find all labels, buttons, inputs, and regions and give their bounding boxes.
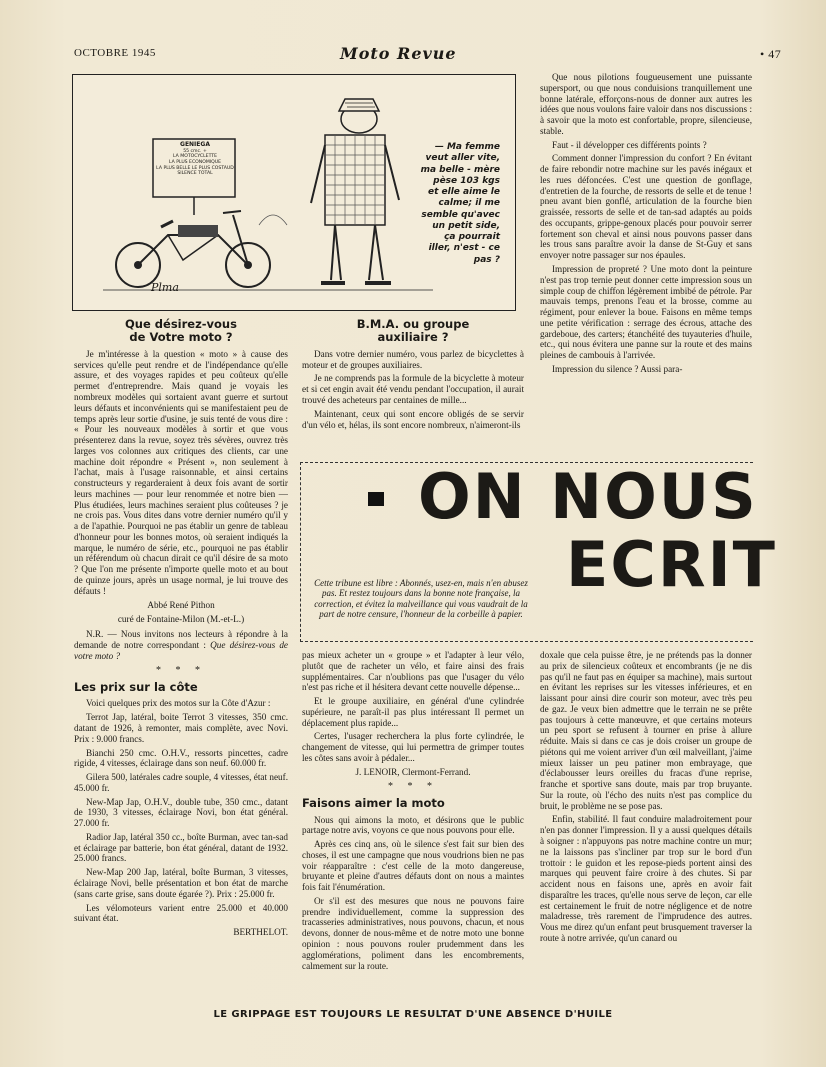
article-paragraph: Que nous pilotions fougueusement une puissante supersport, ou que nous conduisions tranquillement une bonne latérale, efforçons-nous de donner aux autres les idées que nous voulons faire valoir dans nos discussions : à savoir que la moto est confortable, propre, silencieuse, stable. <box>540 72 752 136</box>
article-paragraph: Or s'il est des mesures que nous ne pouvons faire prendre individuellement, comme la suppression des tracasseries administratives, nous pouvons, chacun, et nous devons, donner de nous-même et de notre moto une bonne opinion : nous pouvons rouler prudemment dans les agglomérations, poliment dans les encombrements, calmement sur la route. <box>302 895 524 971</box>
article-paragraph: Faut - il développer ces différents points ? <box>552 139 707 150</box>
price-item: Gilera 500, latérales cadre souple, 4 vitesses, état neuf. 45.000 fr. <box>74 772 288 793</box>
column-right-top <box>540 72 752 378</box>
square-bullet-icon <box>368 492 384 506</box>
banner-title-line2: ECRIT <box>566 528 777 601</box>
article-title <box>74 318 288 345</box>
author-signature: Abbé René Pithon <box>147 599 215 610</box>
column-left <box>74 318 288 942</box>
article-paragraph: Maintenant, ceux qui sont encore obligés de se servir d'un vélo et, hélas, ils sont encore nombreux, n'aimeront-ils <box>302 408 524 430</box>
article-title: Faisons aimer la moto <box>302 796 445 811</box>
banner-intro: Cette tribune est libre : Abonnés, usez-en, mais n'en abusez pas. Et restez toujours dans la bonne note française, la correction, et évitez la malveillance qui vous vaudrait de la part de notre censure, l'honneur de la corbeille à papier. <box>314 578 528 620</box>
article-paragraph: Impression de propreté ? Une moto dont la peinture n'est pas trop ternie peut donner cette impression sous un simple coup de chiffon légèrement imbibé de pétrole. Par mauvais temps, prenons l'eau et la brosse, comme au régiment, pour enlever la boue. Faisons en même temps une petite vérification : serrage des écrous, attache des gardeboue, des carters; étanchéité des tuyauteries d'huile, etc., qui nous évitera une panne sur la route et des mains pleines de cambouis à l'arrivée. <box>540 264 752 361</box>
note-question: Que désirez-vous de votre moto ? <box>74 639 289 661</box>
article-paragraph: pas mieux acheter un « groupe » et l'adapter à leur vélo, plutôt que de racheter un vélo, et faire ainsi des frais supplémentaires. Car n'oublions pas que l'usager du vélo n'est pas riche et il hésitera devant cette nouvelle dépense... <box>302 650 524 693</box>
footer-slogan: LE GRIPPAGE EST TOUJOURS LE RESULTAT D'UNE ABSENCE D'HUILE <box>213 1009 613 1020</box>
separator: * * * <box>388 781 438 793</box>
author-location: curé de Fontaine-Milon (M.-et-L.) <box>117 614 245 625</box>
column-right-bottom <box>540 650 752 947</box>
placard-line: LA PLUS BELLE LE PLUS COSTAUD <box>156 165 234 171</box>
article-paragraph: Et le groupe auxiliaire, en général d'une cylindrée supérieure, ne paraît-il pas plus intéressant Il permet un déplacement plus rapide... <box>302 696 524 728</box>
article-paragraph: Comment donner l'impression du confort ? En évitant de faire rebondir notre machine sur les pavés inégaux et les rues défoncées. C'est une question de gonflage, d'entretien de la fourche, de ressorts de selle et de tenue ! pneu avant bien gonflé, articulation de la fourche bien graissée, ressorts de selle et de tan-sad adaptés au poids des occupants, grippe-genoux placés pour pouvoir serrer fortement son cheval et ainsi nous pouvons passer dans les trous sans paraître avoir la danse de St-Guy et sans envoyer notre passager sur nos épaules. <box>540 153 752 261</box>
author-signature: J. LENOIR, Clermont-Ferrand. <box>355 766 471 777</box>
placard-line: LA PLUS ECONOMIQUE <box>168 159 222 165</box>
page-number: • 47 <box>760 47 782 61</box>
article-title <box>302 318 524 345</box>
column-middle-bottom <box>302 650 524 974</box>
title-line: B.M.A. ou groupe <box>356 317 470 331</box>
article-paragraph: Impression du silence ? Aussi para- <box>552 363 683 374</box>
author-signature: BERTHELOT. <box>233 927 288 938</box>
article-paragraph: Je m'intéresse à la question « moto » à cause des services qu'elle peut rendre et de l'indépendance qu'elle assure, et des voyages rapides et peu coûteux qu'elle permet d'entreprendre. Mais quand je voyais les nombreux modèles qui sortaient avant guerre et surtout leurs défauts et inconvénients qui se manifestaient peu de temps après leur sortie d'usine, je suis tenté de vous dire : « Pour les nouveaux modèles à sortir et que vous présenterez dans la revue, soyez très sévères, ouvrez très larges vos colonnes aux critiques des clients, car une machine doit répondre « Présent », non seulement à l'achat, mais à l'usage raisonnable, et ainsi certains constructeurs y regarderaient à deux fois avant de sortir leurs machines — pour leur renommée et notre bien — Plus étudiées, leurs machines seraient plus coûteuses ? je ne crois pas. Vous dites dans votre dernier numéro qu'il y a de l'apathie. Pourquoi ne pas établir un genre de tableau d'honneur pour les bonnes motos, où seraient indiqués la marque, le numéro de série, etc., pourquoi ne pas établir un référendum où chacun dirait ce qu'il désire de sa moto ? Que l'on me présente n'importe quelle moto et au bout de quinze jours, après un usage normal, je lui trouve des défauts ! <box>74 348 288 596</box>
title-line: Que désirez-vous <box>125 317 237 331</box>
article-paragraph: Certes, l'usager recherchera la plus forte cylindrée, le changement de vitesse, qui lui permettra de grimper toutes les côtes sans avoir à pédaler... <box>302 731 524 763</box>
title-line: auxiliaire ? <box>377 330 449 345</box>
article-paragraph: Dans votre dernier numéro, vous parlez de bicyclettes à moteur et de groupes auxiliaires. <box>302 348 524 370</box>
editor-note <box>74 629 288 661</box>
placard-line: LA MOTOCYCLETTE <box>172 154 218 160</box>
cartoon-caption: — Ma femme veut aller vite, ma belle - mère pèse 103 kgs et elle aime le calme; il me semble qu'avec un petit side, ça pourrait iller, n'est - ce pas ? <box>420 142 500 265</box>
price-item: Terrot Jap, latéral, boite Terrot 3 vitesses, 350 cmc. datant de 1926, à remonter, mais complète, avec Novi. Prix : 9.000 francs. <box>74 712 288 744</box>
note-text: N.R. — Nous invitons nos lecteurs à répondre à la demande de notre correspondant : <box>74 629 288 650</box>
placard-line: SILENCE TOTAL <box>177 171 213 177</box>
article-paragraph: Nous qui aimons la moto, et désirons que le public partage notre avis, voyons ce que nous pouvons pour elle. <box>302 814 524 836</box>
article-paragraph: doxale que cela puisse être, je ne prétends pas la donner au prix de silencieux coûteux et encombrants (je ne dis pas qu'il ne faut pas en équiper sa machine), mais surtout en évitant les reprises sur les vitesses inférieures, et en laissant pour ainsi dire courir son moteur, avec très peu de gaz. Je veux bien admettre que le terrain ne se prête pas toujours à cette manœuvre, et que certains moteurs un peu sport se refusent à tourner en prise à allure réduite. Mais si dans ce cas je dois croiser un groupe de piétons qui me voient arriver d'un œil malveillant, j'aime mieux laisser un peu patiner mon embrayage, que d'éclabousser leurs oreilles du fracas d'une reprise, franche et sportive sans doute, mais par trop bruyante. Sur la route, où l'écho des nuits n'est pas complice du bruit, le problème ne se pose pas. <box>540 650 752 811</box>
article-paragraph: Je ne comprends pas la formule de la bicyclette à moteur et si cet engin avait été vendu pendant l'occupation, il aurait trouvé des acheteurs par centaines de mille... <box>302 373 524 405</box>
price-item: New-Map 200 Jap, latéral, boîte Burman, 3 vitesses, éclairage Novi, belle présentation et bon état de marche (sans carte grise, sans doute égarée ?). Prix : 25.000 fr. <box>74 867 288 899</box>
article-paragraph: Enfin, stabilité. Il faut conduire maladroitement pour n'en pas donner l'impression. Il y a aussi quelques détails à soigner : n'appuyons pas notre machine contre un mur; ne la laissons pas s'incliner par trop sur le bord d'un trottoir : le guidon et les repose-pieds portent ainsi des marques qui peuvent faire croire à des chutes. Si par accident nous en faisons une, après en avoir fait disparaître les traces, qu'elle nous serve de leçon, car elle est certainement le fruit de notre négligence et de notre maladresse, très rarement de l'imprudence des autres. Vous me direz qu'un enfant peut brusquement traverser la route à notre arrivée, qu'un canard ou <box>540 814 752 943</box>
title-line: de Votre moto ? <box>129 330 233 345</box>
magazine-title: Moto Revue <box>340 44 457 63</box>
price-item: New-Map Jap, O.H.V., double tube, 350 cmc., datant de 1930, 3 vitesses, éclairage Novi, bon état général. 27.000 fr. <box>74 796 288 829</box>
placard-line: 55 cmc. + <box>183 148 207 154</box>
issue-date: OCTOBRE 1945 <box>74 47 156 59</box>
price-item: Les vélomoteurs varient entre 25.000 et 40.000 suivant état. <box>74 902 288 924</box>
article-paragraph: Après ces cinq ans, où le silence s'est fait sur bien des choses, il est une campagne que nous voudrions bien ne pas voir réapparaître : c'est celle de la moto dangereuse, bruyante et pleine d'autres défauts dont on nous a maintes fois fait l'énumération. <box>302 839 524 893</box>
separator: * * * <box>156 665 206 677</box>
banner-title-line1: ON NOUS <box>418 460 758 533</box>
placard-line: GENIEGA <box>180 141 210 148</box>
price-item: Radior Jap, latéral 350 cc., boîte Burman, avec tan-sad et éclairage par batterie, bon état général, datant de 1932. 25.000 francs. <box>74 831 288 864</box>
cartoon-placard <box>155 141 235 177</box>
price-item: Bianchi 250 cmc. O.H.V., ressorts pincettes, cadre rigide, 4 vitesses, éclairage dans son neuf. 60.000 fr. <box>74 747 288 769</box>
cartoonist-signature: Plma <box>151 281 179 294</box>
column-middle-top <box>302 318 524 433</box>
price-item: Voici quelques prix des motos sur la Côte d'Azur : <box>86 698 271 709</box>
article-title: Les prix sur la côte <box>74 680 198 695</box>
